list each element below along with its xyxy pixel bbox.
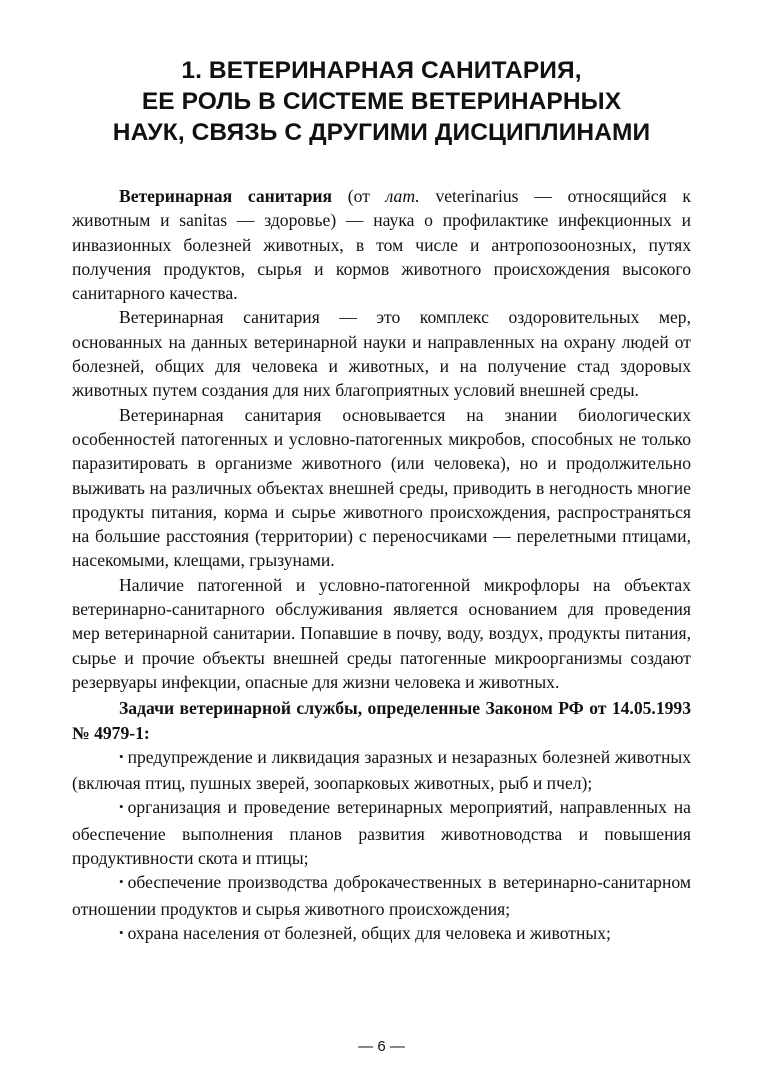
- chapter-title-line-2: ЕЕ РОЛЬ В СИСТЕМЕ ВЕТЕРИНАРНЫХ: [141, 88, 622, 115]
- chapter-title-line-1: 1. ВЕТЕРИНАРНАЯ САНИТАРИЯ,: [181, 57, 582, 84]
- task-item-4: [72, 921, 691, 947]
- paragraph-4: Наличие патогенной и условно-патогенной микрофлоры на объектах ветеринарно-санитарного обслуживания является основанием для проведения мер ветеринарной санитарии. Попавшие в почву, воду, воздух, продукты питания, сырье и прочие объекты внешней среды патогенные микроорганизмы создают резервуары инфекции, опасные для жизни человека и животных.: [72, 574, 691, 692]
- chapter-title-line-3: НАУК, СВЯЗЬ С ДРУГИМИ ДИСЦИПЛИНАМИ: [112, 119, 651, 146]
- tasks-heading: Задачи ветеринарной службы, определенные Законом РФ от 14.05.1993 № 4979-1:: [72, 698, 691, 743]
- latin-abbreviation: лат.: [385, 186, 420, 206]
- paragraph-definition-open: (от: [332, 186, 386, 206]
- task-text: организация и проведение ветеринарных мероприятий, направленных на обеспечение выполнения планов развития животноводства и повышения продуктивности скота и птицы;: [72, 797, 691, 869]
- bullet-icon: •: [119, 924, 124, 940]
- chapter-title: [72, 55, 691, 148]
- task-text: обеспечение производства доброкачественных в ветеринарно-санитарном отношении продуктов и сырья животного происхождения;: [72, 872, 691, 919]
- paragraph-2: Ветеринарная санитария — это комплекс оздоровительных мер, основанных на данных ветеринарной науки и направленных на охрану людей от болезней, общих для человека и животных, и на получение стад здоровых животных путем создания для них благоприятных условий внешней среды.: [72, 307, 691, 401]
- page-number: — 6 —: [358, 1038, 405, 1055]
- body-text: [72, 184, 691, 947]
- bullet-icon: •: [119, 874, 124, 890]
- task-text: предупреждение и ликвидация заразных и незаразных болезней животных (включая птиц, пушных зверей, зоопарковых животных, рыб и пчел);: [72, 746, 691, 794]
- page-content: [72, 55, 691, 947]
- paragraph-definition-rest: veterinarius — относящийся к животным и sanitas — здоровье) — наука о профилактике инфекционных и инвазионных болезней животных, в том числе и антропозоонозных, путях получения продуктов, сырья и кормов животного происхождения высокого санитарного качества.: [72, 186, 691, 304]
- paragraph-definition: [72, 184, 691, 305]
- term-bold: Ветеринарная санитария: [119, 186, 333, 206]
- task-item-1: [72, 745, 691, 796]
- task-text: охрана населения от болезней, общих для человека и животных;: [127, 922, 611, 943]
- task-item-2: [72, 795, 691, 870]
- bullet-icon: •: [119, 748, 124, 764]
- bullet-icon: •: [119, 799, 124, 815]
- paragraph-3: Ветеринарная санитария основывается на знании биологических особенностей патогенных и условно-патогенных микробов, способных не только паразитировать в организме животного (или человека), но и продолжительно выживать на различных объектах внешней среды, приводить в негодность многие продукты питания, корма и сырье животного происхождения, распространяться на большие расстояния (территории) с переносчиками — перелетными птицами, насекомыми, клещами, грызунами.: [72, 404, 691, 571]
- task-item-3: [72, 870, 691, 921]
